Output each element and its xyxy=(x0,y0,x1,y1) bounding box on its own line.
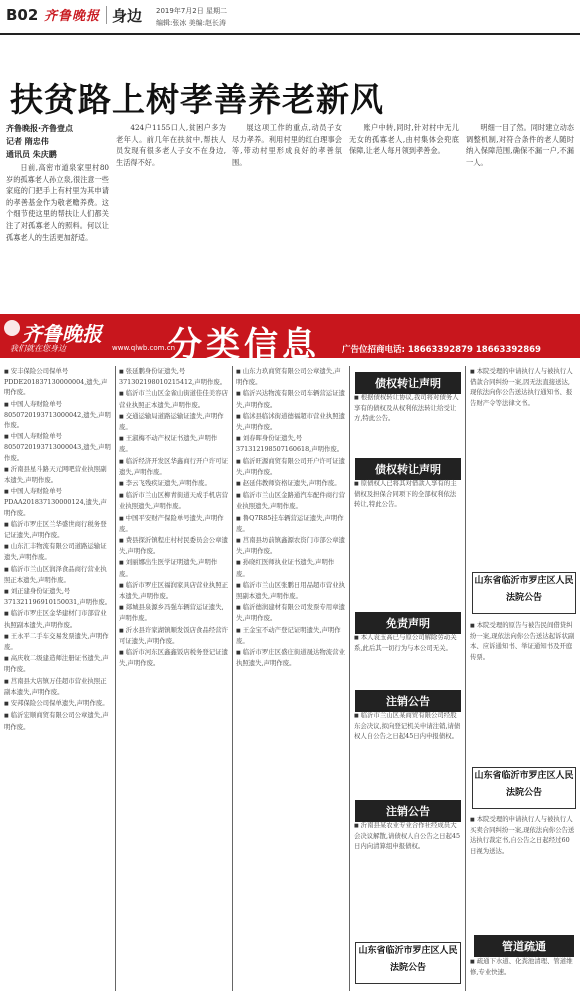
classified-ad: ■ 费县探沂镇程庄村村民委员会公章遗失,声明作废。 xyxy=(119,535,229,556)
court-notice-box: 山东省临沂市罗庄区人民法院公告 xyxy=(355,942,461,984)
classified-ad: ■ 张延鹏身份证遗失,号371302198010215412,声明作废。 xyxy=(119,366,229,387)
classified-ad: ■ 临沂经济开发区华鑫商行开户许可证遗失,声明作废。 xyxy=(119,456,229,477)
classified-ad: ■ 刘正建身份证遗失,号371321196910150031,声明作废。 xyxy=(4,586,112,607)
classified-ad: ■ 刘丽娜出生医学证明遗失,声明作废。 xyxy=(119,557,229,578)
classified-ad: ■ 临沂兴达物流有限公司车辆营运证遗失,声明作废。 xyxy=(236,388,346,409)
classified-ad: ■ 王金宝不动产登记证明遗失,声明作废。 xyxy=(236,625,346,646)
court-notice-text: ■ 本院受理的申请执行人与被执行人借款合同纠纷一案,因无法直接送达,现依法向你公告送达执行通知书、报告财产令等法律文书。 xyxy=(470,366,576,566)
column-divider xyxy=(115,366,116,991)
header-rule xyxy=(0,33,580,35)
banner-phone: 广告位招商电话: 18663392879 18663392869 xyxy=(342,345,541,355)
classified-ad: ■ 临沂市兰山区润泽食品商行营业执照正本遗失,声明作废。 xyxy=(4,564,112,585)
article-column-4: 账户中转,同时,针对村中无儿无女的孤寡老人,由村集体会兜底保障,让老人每月领到孝善金。 xyxy=(349,123,459,156)
page-number: B02 xyxy=(6,6,39,24)
court-notice-text: ■ 本院受理的原告与被告民间借贷纠纷一案,现依法向你公告送达起诉状副本、应诉通知书、举证通知书及开庭传票。 xyxy=(470,620,576,760)
classified-ad: ■ 孙晓红医师执业证书遗失,声明作废。 xyxy=(236,557,346,578)
article-headline: 扶贫路上树孝善养老新风 xyxy=(10,80,384,119)
notice-body: ■ 沂南县某农业专业合作社经成员大会决议解散,请债权人自公告之日起45日内向清算组申报债权。 xyxy=(354,820,462,890)
classified-ad: ■ 临沂市罗庄区福润家具店营业执照正本遗失,声明作废。 xyxy=(119,580,229,601)
article-column-3: 展这项工作的重点,动员子女尽力孝养。利用村里的红白理事会等,带动村里形成良好的孝善氛围。 xyxy=(232,123,342,167)
ads-column-3 xyxy=(236,366,346,991)
article-column-1: 日前,高密市道泉家里村80岁的孤寡老人孙立泉,很注意一些家庭的门把手上有村里为其申请的孝善基金作为敬老赡养费。这个细节使这里的帮扶让人们都关注了对孤寡老人的照料。何以让孤寡老人的生活更加舒适。 xyxy=(6,163,109,242)
classified-ad: ■ 中国人寿财险单号PDAA201837130000124,遗失,声明作废。 xyxy=(4,486,112,518)
paper-logo: 齐鲁晚报 xyxy=(44,9,101,24)
court-notice-box: 山东省临沂市罗庄区人民法院公告 xyxy=(472,767,576,809)
notice-body: ■ 根据债权转让协议,我司将对债务人享有的债权及从权利依法转让给受让方,特此公告。 xyxy=(354,392,462,452)
classified-ad: ■ 刘春晖身份证遗失,号371312198507160618,声明作废。 xyxy=(236,433,346,454)
classified-ad: ■ 莒南县坊前镇鑫源农资门市部公章遗失,声明作废。 xyxy=(236,535,346,556)
service-ad-text: ■ 疏通下水道、化粪池清理、管道维修,专业快速。 xyxy=(470,956,576,990)
section-name: 身边 xyxy=(112,7,143,25)
classified-ad: ■ 沂南县星斗路天元网吧营业执照副本遗失,声明作废。 xyxy=(4,464,112,485)
notice-body: ■ 原债权人已将其对借款人享有的主债权及担保合同项下的全部权利依法转让,特此公告。 xyxy=(354,478,462,573)
classified-ad: ■ 临沂旺源商贸有限公司开户许可证遗失,声明作废。 xyxy=(236,456,346,477)
classified-ad: ■ 安邦保险公司保单遗失,声明作废。 xyxy=(4,698,112,709)
classified-ad: ■ 临沂市罗庄区兰华盛世商行税务登记证遗失,声明作废。 xyxy=(4,519,112,540)
classified-ad: ■ 临沂宏顺商贸有限公司公章遗失,声明作废。 xyxy=(4,710,112,731)
notice-title: 注销公告 xyxy=(355,690,461,712)
classified-ad: ■ 郯城县泉源乡冯强车辆营运证遗失,声明作废。 xyxy=(119,602,229,623)
notice-title: 注销公告 xyxy=(355,800,461,822)
byline-line: 通讯员 朱庆鹏 xyxy=(6,150,57,159)
banner-website: www.qlwb.com.cn xyxy=(112,344,175,352)
logo-swirl-icon xyxy=(4,320,20,336)
classified-ad: ■ 临沂市河东区鑫鑫饭店税务登记证遗失,声明作废。 xyxy=(119,647,229,668)
classified-ad: ■ 中国人寿财险单号8050720193713000043,遗失,声明作废。 xyxy=(4,431,112,463)
classified-ad: ■ 莒南县大店镇万佳超市营业执照正副本遗失,声明作废。 xyxy=(4,676,112,697)
byline-line: 齐鲁晚报·齐鲁壹点 xyxy=(6,124,74,133)
classified-ad: ■ 王淑梅不动产权证书遗失,声明作废。 xyxy=(119,433,229,454)
classified-ad: ■ 临沂市兰山区金路通汽车配件商行营业执照遗失,声明作废。 xyxy=(236,490,346,511)
classified-ad: ■ 安丰保险公司保单号PDDE201837130000004,遗失,声明作废。 xyxy=(4,366,112,398)
classified-ad: ■ 王永平二手车交易发票遗失,声明作废。 xyxy=(4,631,112,652)
classified-ad: ■ 交通运输局道路运输证遗失,声明作废。 xyxy=(119,411,229,432)
issue-date: 2019年7月2日 星期二 xyxy=(156,7,227,15)
service-ad-title: 管道疏通 xyxy=(474,935,574,957)
article-byline xyxy=(6,122,106,161)
classified-ad: ■ 中国平安财产保险单号遗失,声明作废。 xyxy=(119,513,229,534)
byline-line: 记者 隋忠伟 xyxy=(6,137,49,146)
classified-ad: ■ 赵延伟教师资格证遗失,声明作废。 xyxy=(236,478,346,489)
column-divider xyxy=(465,366,466,991)
notice-title: 债权转让声明 xyxy=(355,372,461,394)
classified-ad: ■ 临沭县临沭街道德福超市营业执照遗失,声明作废。 xyxy=(236,411,346,432)
classified-ad: ■ 临沂市罗庄区金华建材门市部营业执照副本遗失,声明作废。 xyxy=(4,608,112,629)
classified-ad: ■ 山东力玖商贸有限公司公章遗失,声明作废。 xyxy=(236,366,346,387)
classified-banner xyxy=(0,314,580,365)
page-header xyxy=(0,0,580,42)
banner-title: 分类信息 xyxy=(168,325,320,365)
classified-ad: ■ 沂水县许家湖镇顺发饭店食品经营许可证遗失,声明作废。 xyxy=(119,625,229,646)
classified-ad: ■ 临沂德润建材有限公司发票专用章遗失,声明作废。 xyxy=(236,602,346,623)
article-column-5: 明细一目了然。同时建立动态调整机制,对符合条件的老人随时纳入保障范围,确保不漏一户,不漏一人。 xyxy=(466,123,574,167)
column-divider xyxy=(349,366,350,991)
classified-ad: ■ 中国人寿财险单号8050720193713000042,遗失,声明作废。 xyxy=(4,399,112,431)
notice-body: ■ 临沂市兰山区某商贸有限公司经股东会决议,拟向登记机关申请注销,请债权人自公告之日起45日内申报债权。 xyxy=(354,710,462,792)
classified-ad: ■ 临沂市兰山区柳青街道天成手机店营业执照遗失,声明作废。 xyxy=(119,490,229,511)
classified-ad: ■ 高庆收二级建造师注册证书遗失,声明作废。 xyxy=(4,653,112,674)
classified-ad: ■ 鲁Q7R85挂车辆营运证遗失,声明作废。 xyxy=(236,513,346,534)
article-column-2: 424户1155口人,贫困户多为老年人。前几年在扶贫中,帮扶人员发现有很多老人子女不在身边,生活得不好。 xyxy=(116,123,226,167)
classified-ad: ■ 临沂市兰山区张鹏日用品超市营业执照副本遗失,声明作废。 xyxy=(236,580,346,601)
court-notice-box: 山东省临沂市罗庄区人民法院公告 xyxy=(472,572,576,614)
column-divider xyxy=(232,366,233,991)
editors: 编辑:张冰 美编:赵长涛 xyxy=(156,19,226,27)
ads-column-1 xyxy=(4,366,112,991)
classified-ad: ■ 临沂市兰山区金雀山街道佳佳美容店营业执照正本遗失,声明作废。 xyxy=(119,388,229,409)
notice-title: 债权转让声明 xyxy=(355,458,461,480)
header-divider xyxy=(106,6,107,24)
banner-slogan: 我们就在您身边 xyxy=(10,344,66,353)
classified-ad: ■ 李云飞残疾证遗失,声明作废。 xyxy=(119,478,229,489)
notice-title: 免责声明 xyxy=(355,612,461,634)
banner-brand: 齐鲁晚报 xyxy=(22,322,102,346)
court-notice-text: ■ 本院受理的申请执行人与被执行人买卖合同纠纷一案,现依法向你公告送达执行裁定书,自公告之日起经过60日视为送达。 xyxy=(470,814,576,924)
classified-ad: ■ 山东汇丰物流有限公司道路运输证遗失,声明作废。 xyxy=(4,541,112,562)
ads-column-2 xyxy=(119,366,229,991)
classified-ad: ■ 临沂市罗庄区盛庄街道晟达物流营业执照遗失,声明作废。 xyxy=(236,647,346,668)
notice-body: ■ 本人袁玉高已与原公司解除劳动关系,此后其一切行为与本公司无关。 xyxy=(354,632,462,692)
